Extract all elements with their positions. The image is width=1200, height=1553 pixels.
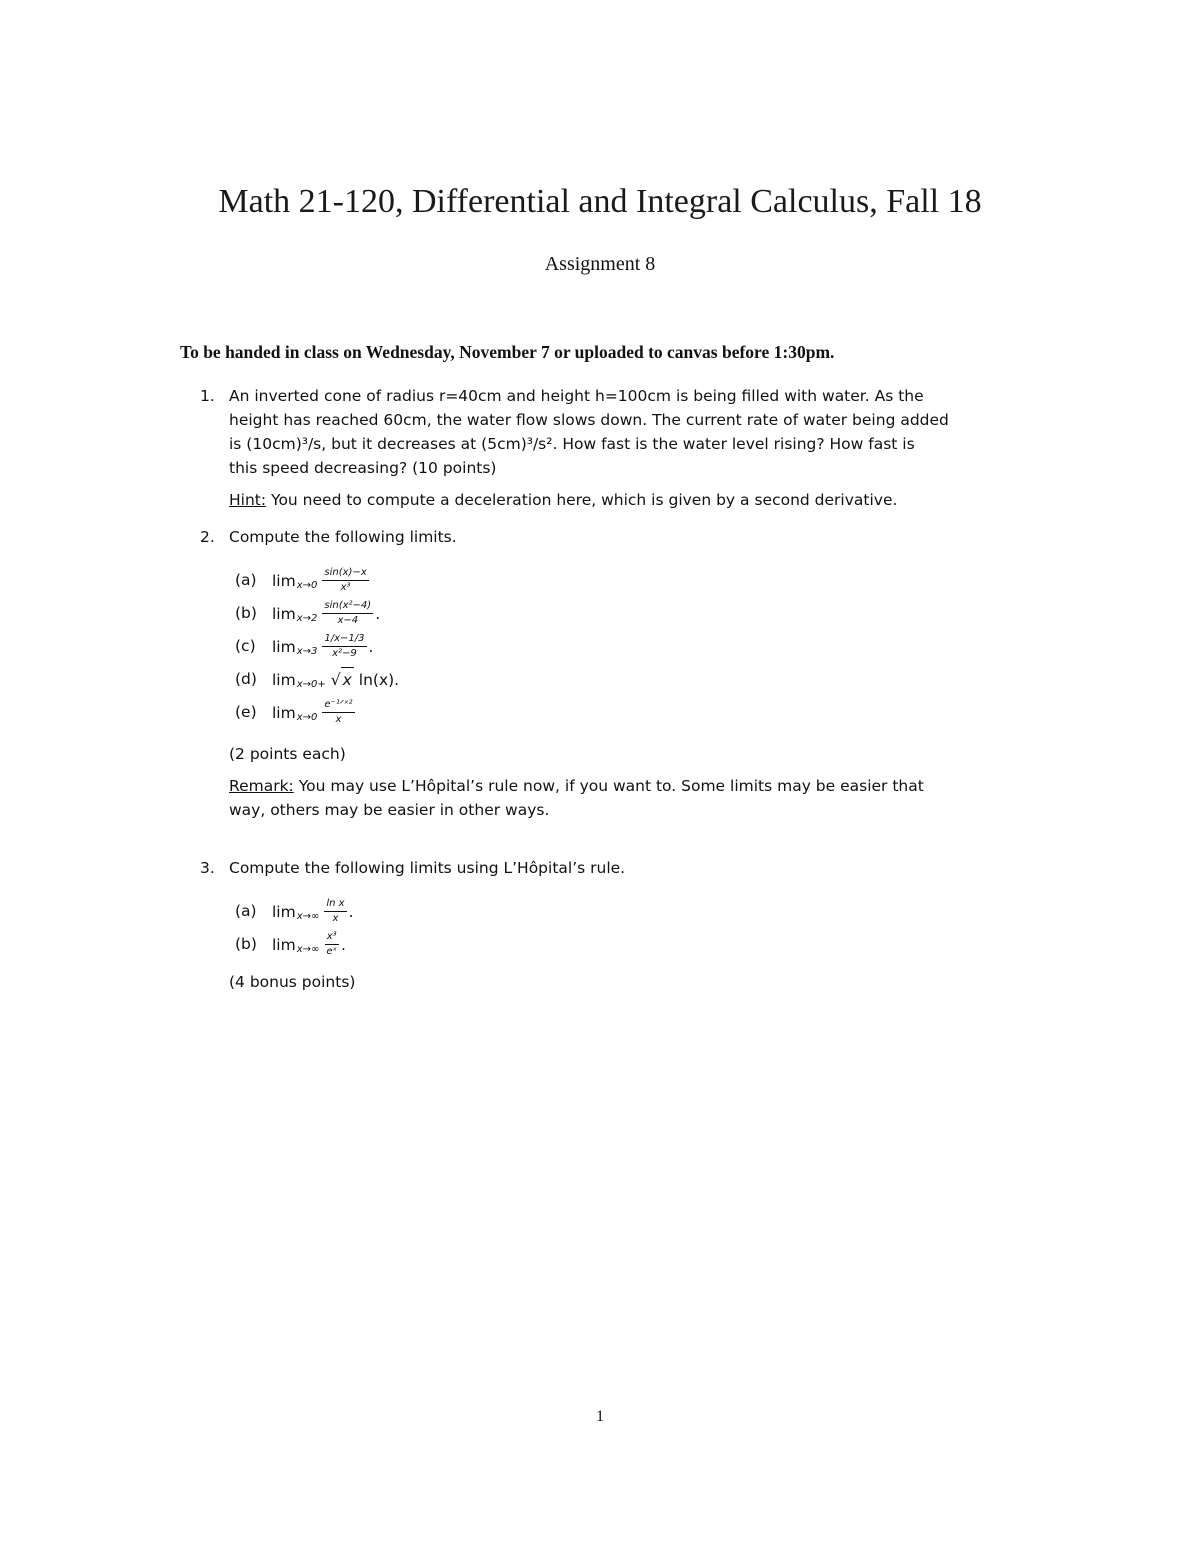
denominator: eˣ — [326, 946, 337, 957]
remark-text: You may use L’Hôpital’s rule now, if you want to. Some limits may be easier that — [298, 777, 924, 795]
lim-subscript: x→3 — [296, 645, 318, 657]
lim-operator: lim — [272, 604, 296, 623]
limit-item — [200, 696, 1022, 729]
denominator: x−4 — [337, 615, 359, 626]
item-label: (d) — [235, 670, 257, 688]
fraction — [324, 898, 346, 925]
lim-subscript: x→0 — [296, 579, 318, 591]
trailing-punct: . — [348, 902, 354, 921]
assignment-subtitle: Assignment 8 — [544, 253, 656, 275]
numerator: sin(x)−x — [322, 567, 368, 581]
problem-number: 2. — [200, 528, 215, 546]
lim-subscript: x→2 — [296, 612, 318, 624]
lim-operator: lim — [272, 670, 296, 689]
lim-operator: lim — [272, 703, 296, 722]
lim-operator: lim — [272, 571, 296, 590]
lim-subscript: x→0 — [296, 711, 318, 723]
fraction — [324, 931, 339, 958]
trailing-punct: . — [368, 637, 374, 656]
item-label: (a) — [235, 902, 257, 920]
sqrt-radicand: x — [341, 667, 354, 692]
sqrt-sign-icon: √ — [330, 670, 341, 689]
remark-text-line: way, others may be easier in other ways. — [229, 801, 550, 819]
problem-text: Compute the following limits. — [229, 528, 457, 546]
problem-text-line: this speed decreasing? (10 points) — [229, 459, 497, 477]
problem-1 — [200, 384, 1022, 512]
numerator: x³ — [325, 931, 339, 945]
fraction — [322, 600, 373, 627]
lim-operator: lim — [272, 902, 296, 921]
problem-text-line: An inverted cone of radius r=40cm and height h=100cm is being filled with water. As the — [229, 387, 924, 405]
limit-item — [200, 928, 1022, 961]
denominator: x — [335, 714, 342, 725]
limit-item — [200, 663, 1022, 696]
denominator: x³ — [340, 582, 351, 593]
trailing-punct: . — [340, 935, 346, 954]
problem-2 — [200, 525, 1022, 822]
lim-operator: lim — [272, 637, 296, 656]
lim-subscript: x→∞ — [296, 943, 320, 955]
numerator: 1/x−1/3 — [322, 633, 366, 647]
lim-operator: lim — [272, 935, 296, 954]
numerator: ln x — [324, 898, 346, 912]
fraction — [322, 699, 354, 726]
log-term: ln(x). — [358, 670, 400, 689]
limit-item — [200, 630, 1022, 663]
lim-subscript: x→0+ — [296, 678, 326, 690]
limit-list — [200, 895, 1022, 961]
limit-item — [200, 564, 1022, 597]
item-label: (b) — [235, 604, 257, 622]
numerator: e⁻¹ᐟˣ² — [322, 699, 354, 713]
limit-item — [200, 895, 1022, 928]
document-title: Math 21-120, Differential and Integral Calculus, Fall 18 — [218, 183, 982, 220]
problem-number: 1. — [200, 387, 215, 405]
limit-list — [200, 564, 1022, 729]
problem-3 — [200, 856, 1022, 994]
deadline-notice: To be handed in class on Wednesday, November 7 or uploaded to canvas before 1:30pm. — [180, 342, 835, 362]
problem-text-line: is (10cm)³/s, but it decreases at (5cm)³/s². How fast is the water level rising? How fast is — [229, 435, 915, 453]
lim-subscript: x→∞ — [296, 910, 320, 922]
item-label: (c) — [235, 637, 256, 655]
remark-label: Remark: — [229, 777, 294, 795]
fraction — [322, 633, 366, 660]
problem-number: 3. — [200, 859, 215, 877]
hint-label: Hint: — [229, 491, 267, 509]
denominator: x²−9 — [332, 648, 357, 659]
trailing-punct: . — [375, 604, 381, 623]
problem-text-line: height has reached 60cm, the water flow slows down. The current rate of water being added — [229, 411, 949, 429]
points-note: (4 bonus points) — [229, 973, 356, 991]
remark — [229, 774, 1022, 798]
fraction — [322, 567, 368, 594]
item-label: (a) — [235, 571, 257, 589]
limit-item — [200, 597, 1022, 630]
item-label: (b) — [235, 935, 257, 953]
problem-text: Compute the following limits using L’Hôpital’s rule. — [229, 859, 626, 877]
points-note: (2 points each) — [229, 745, 346, 763]
denominator: x — [332, 913, 339, 924]
hint-text: You need to compute a deceleration here, which is given by a second derivative. — [271, 491, 898, 509]
page-number: 1 — [596, 1408, 604, 1425]
item-label: (e) — [235, 703, 257, 721]
hint — [229, 488, 1022, 512]
numerator: sin(x²−4) — [322, 600, 373, 614]
